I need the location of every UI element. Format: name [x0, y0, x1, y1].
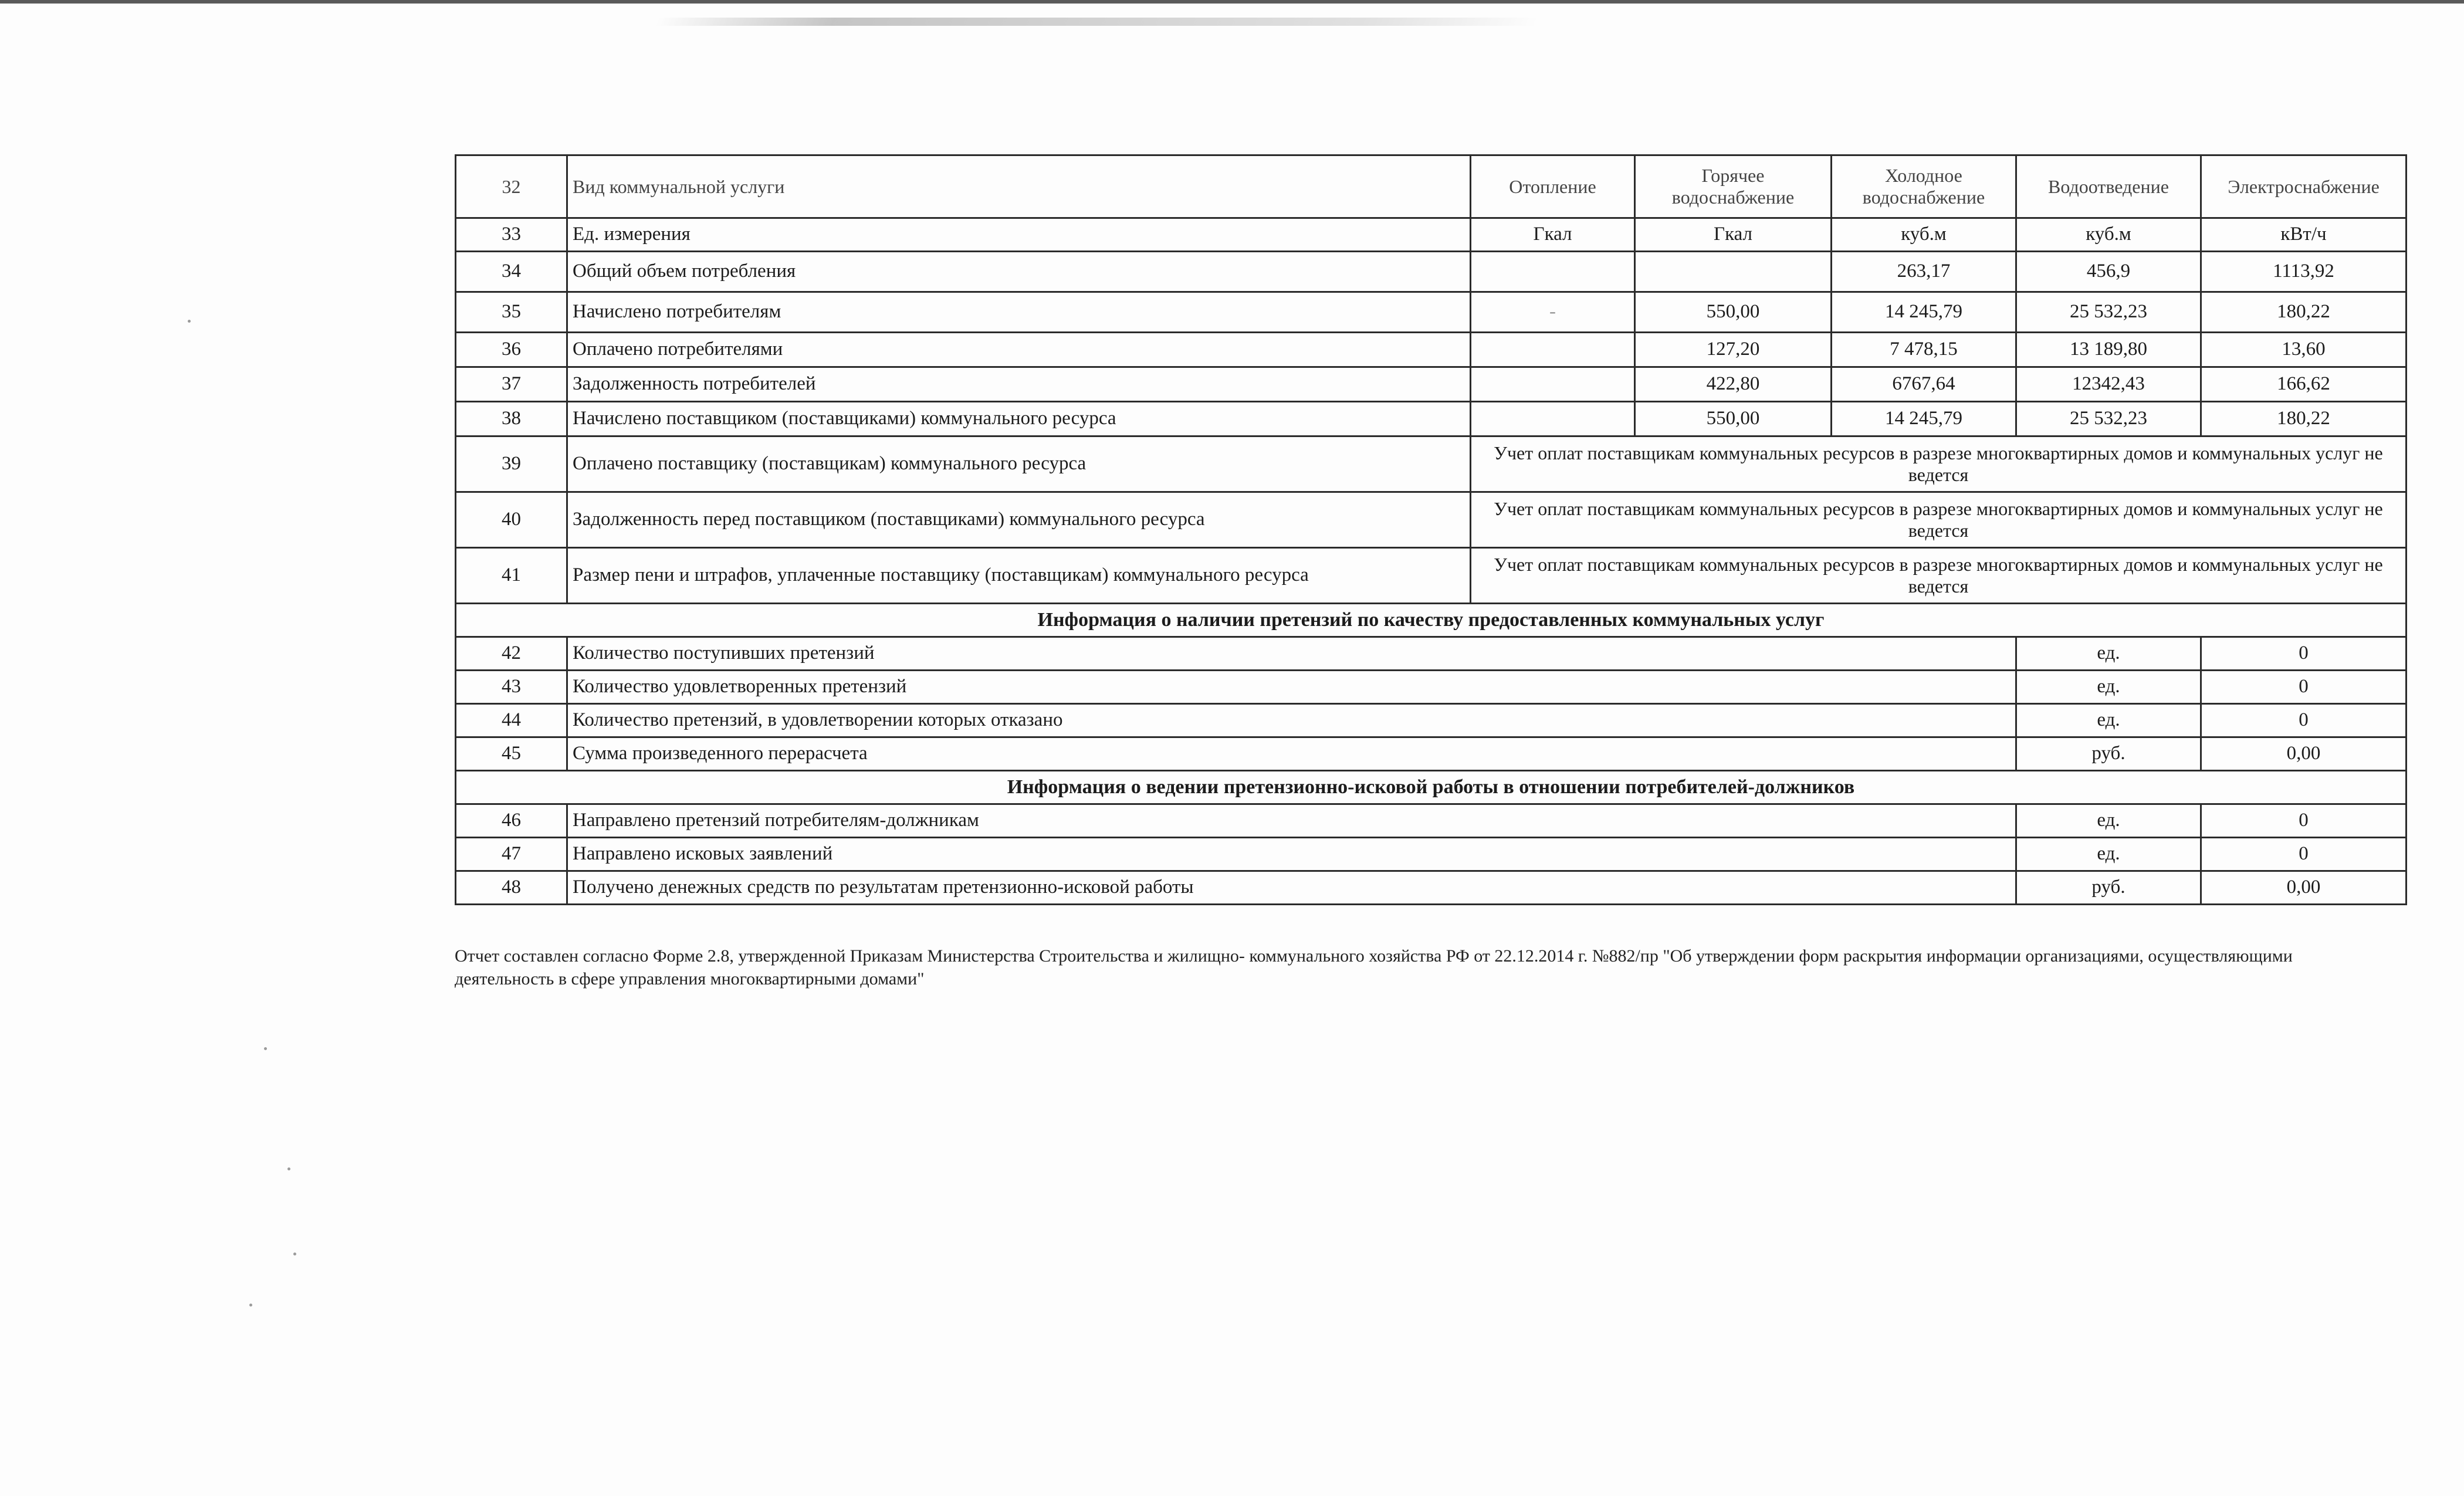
- value-cell: 25 532,23: [2016, 402, 2201, 436]
- row-number: 43: [456, 671, 567, 704]
- row-label: Оплачено поставщику (поставщикам) коммунального ресурса: [567, 436, 1471, 492]
- value-cell: 263,17: [1832, 252, 2016, 292]
- row-label: Сумма произведенного перерасчета: [567, 737, 2016, 771]
- value-cell: 7 478,15: [1832, 333, 2016, 367]
- table-row: [456, 671, 2407, 704]
- scan-speck: [287, 1167, 290, 1170]
- table-row: [456, 333, 2407, 367]
- row-label: Вид коммунальной услуги: [567, 155, 1471, 218]
- row-label: Количество поступивших претензий: [567, 637, 2016, 671]
- value-cell: 25 532,23: [2016, 292, 2201, 333]
- scan-speck: [188, 320, 191, 323]
- value-cell: [1471, 367, 1635, 402]
- scan-top-edge: [0, 0, 2464, 4]
- row-number: 41: [456, 548, 567, 604]
- table-row: [456, 804, 2407, 838]
- unit-cell: кВт/ч: [2201, 218, 2407, 252]
- row-number: 33: [456, 218, 567, 252]
- value-cell: 550,00: [1635, 292, 1832, 333]
- row-label: Оплачено потребителями: [567, 333, 1471, 367]
- table-row: [456, 292, 2407, 333]
- value-cell: 14 245,79: [1832, 292, 2016, 333]
- value-cell: -: [1471, 292, 1635, 333]
- column-header-electricity: Электроснабжение: [2201, 155, 2407, 218]
- scan-speck: [293, 1253, 296, 1255]
- unit-cell: Гкал: [1471, 218, 1635, 252]
- row-number: 35: [456, 292, 567, 333]
- value-cell: 0: [2201, 804, 2407, 838]
- table-row: [456, 436, 2407, 492]
- unit-cell: куб.м: [2016, 218, 2201, 252]
- row-label: Количество удовлетворенных претензий: [567, 671, 2016, 704]
- unit-cell: Гкал: [1635, 218, 1832, 252]
- value-cell: 14 245,79: [1832, 402, 2016, 436]
- unit-cell: ед.: [2016, 838, 2201, 871]
- value-cell: 422,80: [1635, 367, 1832, 402]
- row-label: Направлено исковых заявлений: [567, 838, 2016, 871]
- table-row: [456, 367, 2407, 402]
- table-row: [456, 871, 2407, 905]
- row-label: Общий объем потребления: [567, 252, 1471, 292]
- section-header-row: [456, 604, 2407, 637]
- value-cell: 0: [2201, 704, 2407, 737]
- value-cell: 1113,92: [2201, 252, 2407, 292]
- row-number: 39: [456, 436, 567, 492]
- row-number: 38: [456, 402, 567, 436]
- row-label: Задолженность перед поставщиком (поставщиками) коммунального ресурса: [567, 492, 1471, 548]
- column-header-heating: Отопление: [1471, 155, 1635, 218]
- unit-cell: ед.: [2016, 704, 2201, 737]
- table-row: [456, 252, 2407, 292]
- value-cell: 0: [2201, 671, 2407, 704]
- unit-cell: руб.: [2016, 737, 2201, 771]
- section-title-debtors: Информация о ведении претензионно-исковой работы в отношении потребителей-должников: [456, 771, 2407, 804]
- footnote: Отчет составлен согласно Форме 2.8, утвержденной Приказам Министерства Строительства и жилищно- коммунального хозяйства РФ от 22.12.2014 г. №882/пр "Об утверждении форм раскрытия информации организациями, осуществляющими деятельность в сфере управления многоквартирными домами": [455, 946, 2293, 989]
- scan-speck: [264, 1047, 267, 1050]
- section-title-claims: Информация о наличии претензий по качеству предоставленных коммунальных услуг: [456, 604, 2407, 637]
- merged-note-cell: Учет оплат поставщикам коммунальных ресурсов в разрезе многоквартирных домов и коммунальных услуг не ведется: [1471, 436, 2407, 492]
- column-header-cold-water: Холодное водоснабжение: [1832, 155, 2016, 218]
- unit-cell: руб.: [2016, 871, 2201, 905]
- unit-cell: ед.: [2016, 671, 2201, 704]
- section-header-row: [456, 771, 2407, 804]
- unit-cell: куб.м: [1832, 218, 2016, 252]
- row-number: 48: [456, 871, 567, 905]
- row-label: Направлено претензий потребителям-должникам: [567, 804, 2016, 838]
- value-cell: 180,22: [2201, 292, 2407, 333]
- row-number: 45: [456, 737, 567, 771]
- value-cell: 12342,43: [2016, 367, 2201, 402]
- table-row: [456, 402, 2407, 436]
- value-cell: [1471, 402, 1635, 436]
- value-cell: 13,60: [2201, 333, 2407, 367]
- unit-cell: ед.: [2016, 804, 2201, 838]
- table-row: [456, 492, 2407, 548]
- row-number: 42: [456, 637, 567, 671]
- row-number: 44: [456, 704, 567, 737]
- value-cell: 456,9: [2016, 252, 2201, 292]
- value-cell: 0,00: [2201, 871, 2407, 905]
- table-row: [456, 838, 2407, 871]
- value-cell: 180,22: [2201, 402, 2407, 436]
- report-table: [455, 154, 2407, 905]
- row-label: Задолженность потребителей: [567, 367, 1471, 402]
- value-cell: [1635, 252, 1832, 292]
- value-cell: 0,00: [2201, 737, 2407, 771]
- table-row: [456, 548, 2407, 604]
- value-cell: [1471, 252, 1635, 292]
- row-label: Ед. измерения: [567, 218, 1471, 252]
- row-label: Начислено потребителям: [567, 292, 1471, 333]
- value-cell: 550,00: [1635, 402, 1832, 436]
- value-cell: 127,20: [1635, 333, 1832, 367]
- scan-speck: [249, 1304, 252, 1307]
- column-header-sewerage: Водоотведение: [2016, 155, 2201, 218]
- value-cell: 166,62: [2201, 367, 2407, 402]
- row-number: 47: [456, 838, 567, 871]
- value-cell: 13 189,80: [2016, 333, 2201, 367]
- table-row: [456, 704, 2407, 737]
- table-row: [456, 637, 2407, 671]
- unit-cell: ед.: [2016, 637, 2201, 671]
- row-label: Начислено поставщиком (поставщиками) коммунального ресурса: [567, 402, 1471, 436]
- merged-note-cell: Учет оплат поставщикам коммунальных ресурсов в разрезе многоквартирных домов и коммунальных услуг не ведется: [1471, 492, 2407, 548]
- row-label: Размер пени и штрафов, уплаченные поставщику (поставщикам) коммунального ресурса: [567, 548, 1471, 604]
- value-cell: 0: [2201, 838, 2407, 871]
- scan-smudge: [655, 18, 1538, 26]
- table-header-row: [456, 155, 2407, 218]
- value-cell: 0: [2201, 637, 2407, 671]
- row-number: 46: [456, 804, 567, 838]
- row-number: 40: [456, 492, 567, 548]
- value-cell: [1471, 333, 1635, 367]
- column-header-hot-water: Горячее водоснабжение: [1635, 155, 1832, 218]
- row-number: 34: [456, 252, 567, 292]
- row-label: Получено денежных средств по результатам претензионно-исковой работы: [567, 871, 2016, 905]
- units-row: [456, 218, 2407, 252]
- value-cell: 6767,64: [1832, 367, 2016, 402]
- row-number: 37: [456, 367, 567, 402]
- row-label: Количество претензий, в удовлетворении которых отказано: [567, 704, 2016, 737]
- row-number: 32: [456, 155, 567, 218]
- merged-note-cell: Учет оплат поставщикам коммунальных ресурсов в разрезе многоквартирных домов и коммунальных услуг не ведется: [1471, 548, 2407, 604]
- table-row: [456, 737, 2407, 771]
- row-number: 36: [456, 333, 567, 367]
